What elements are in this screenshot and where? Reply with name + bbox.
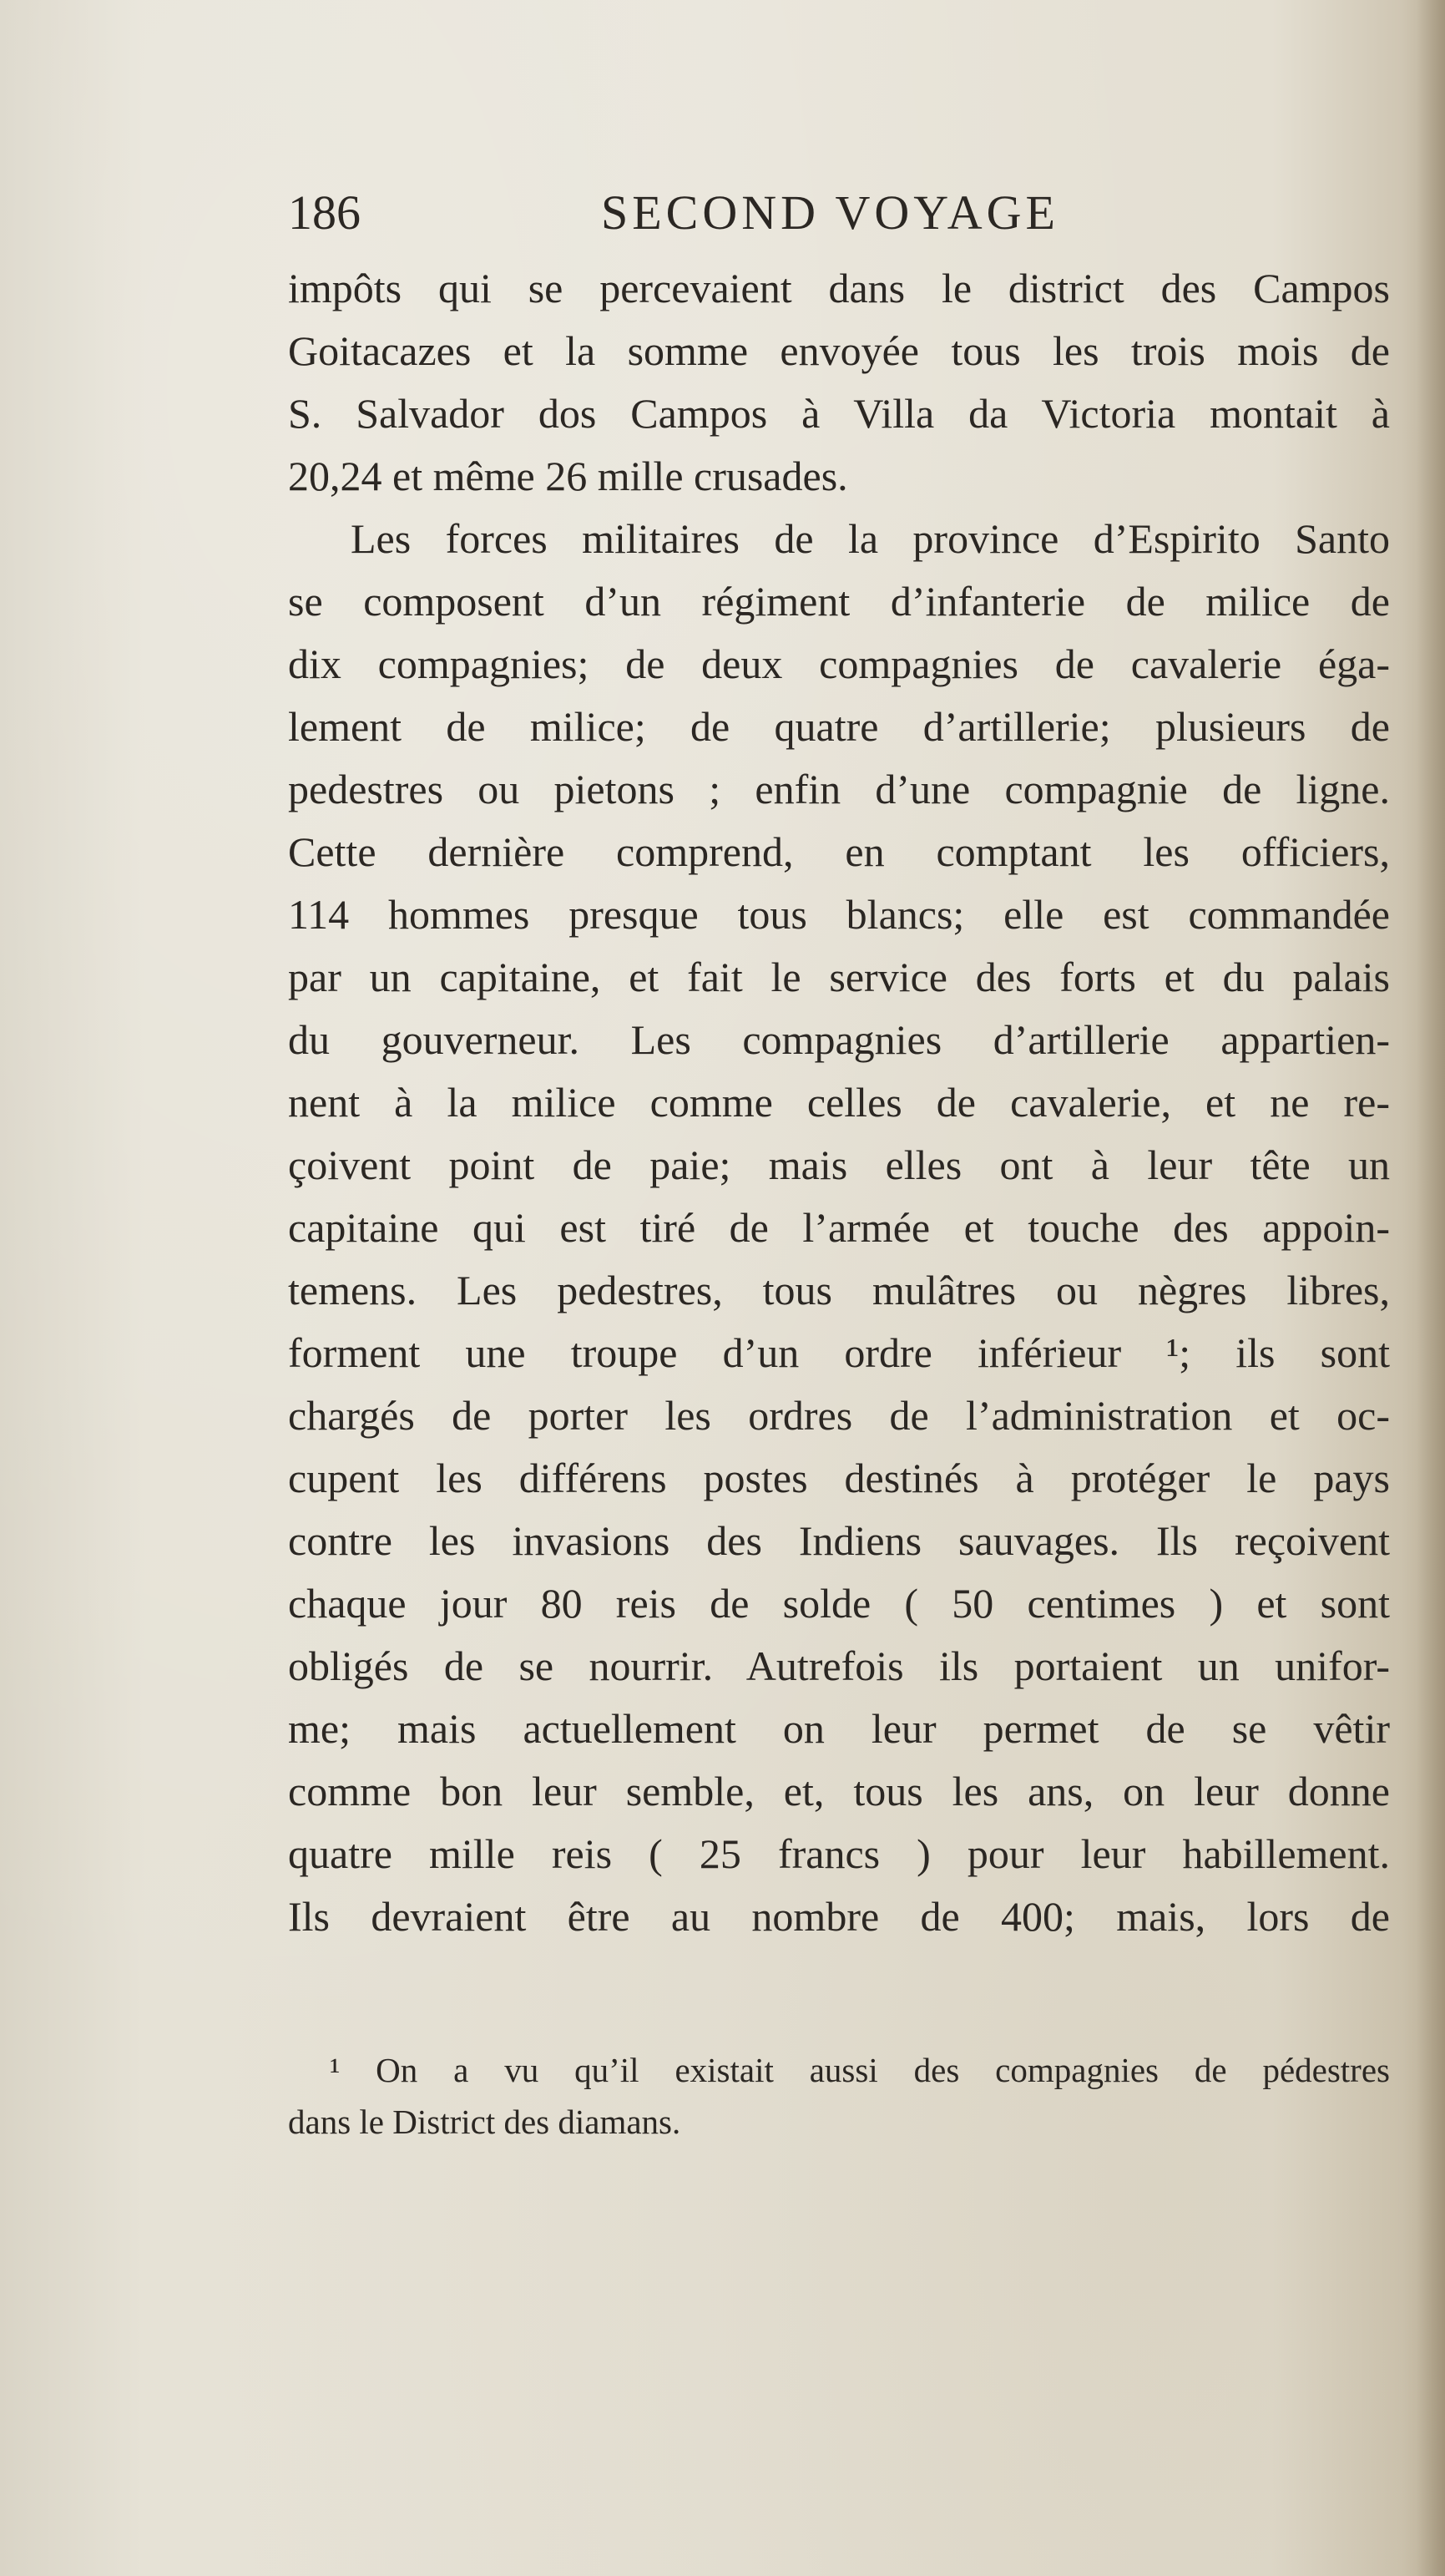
text-line: obligés de se nourrir. Autrefois ils portaient un unifor- — [288, 1642, 1390, 1689]
text-line: chaque jour 80 reis de solde ( 50 centimes ) et sont — [288, 1580, 1390, 1627]
running-head — [288, 184, 1390, 242]
page-edge-shadow — [1417, 0, 1445, 2576]
text-line: dix compagnies; de deux compagnies de cavalerie éga- — [288, 640, 1390, 687]
text-line: S. Salvador dos Campos à Villa da Victoria montait à — [288, 390, 1390, 437]
text-line: cupent les différens postes destinés à protéger le pays — [288, 1455, 1390, 1501]
text-line: comme bon leur semble, et, tous les ans, on leur donne — [288, 1768, 1390, 1814]
text-line: chargés de porter les ordres de l’administration et oc- — [288, 1392, 1390, 1439]
footnote-line: ¹ On a vu qu’il existait aussi des compagnies de pédestres — [330, 2051, 1390, 2089]
text-line: contre les invasions des Indiens sauvages. Ils reçoivent — [288, 1517, 1390, 1564]
text-line: Ils devraient être au nombre de 400; mais, lors de — [288, 1893, 1390, 1940]
text-line: Goitacazes et la somme envoyée tous les trois mois de — [288, 327, 1390, 374]
text-line: du gouverneur. Les compagnies d’artillerie appartien- — [288, 1016, 1390, 1063]
text-line: capitaine qui est tiré de l’armée et touche des appoin- — [288, 1204, 1390, 1251]
text-line: Cette dernière comprend, en comptant les officiers, — [288, 828, 1390, 875]
text-line: pedestres ou pietons ; enfin d’une compagnie de ligne. — [288, 766, 1390, 812]
text-line: çoivent point de paie; mais elles ont à leur tête un — [288, 1141, 1390, 1188]
paragraph-end-line: 20,24 et même 26 mille crusades. — [288, 453, 848, 499]
text-line: me; mais actuellement on leur permet de se vêtir — [288, 1705, 1390, 1752]
paragraph-start-line: Les forces militaires de la province d’Espirito Santo — [351, 515, 1390, 562]
text-line: impôts qui se percevaient dans le district des Campos — [288, 265, 1390, 311]
footnote — [288, 2044, 1390, 2148]
text-line: 114 hommes presque tous blancs; elle est commandée — [288, 891, 1390, 938]
text-line: lement de milice; de quatre d’artillerie; plusieurs de — [288, 703, 1390, 750]
text-line: forment une troupe d’un ordre inférieur ¹; ils sont — [288, 1329, 1390, 1376]
footnote-line: dans le District des diamans. — [288, 2103, 681, 2141]
text-line: nent à la milice comme celles de cavalerie, et ne re- — [288, 1079, 1390, 1126]
running-title: SECOND VOYAGE — [601, 185, 1059, 240]
body-text — [288, 257, 1390, 1948]
text-line: quatre mille reis ( 25 francs ) pour leur habillement. — [288, 1830, 1390, 1877]
text-line: se composent d’un régiment d’infanterie de milice de — [288, 578, 1390, 625]
page-number: 186 — [288, 185, 361, 240]
text-line: par un capitaine, et fait le service des forts et du palais — [288, 954, 1390, 1000]
text-line: temens. Les pedestres, tous mulâtres ou nègres libres, — [288, 1267, 1390, 1313]
